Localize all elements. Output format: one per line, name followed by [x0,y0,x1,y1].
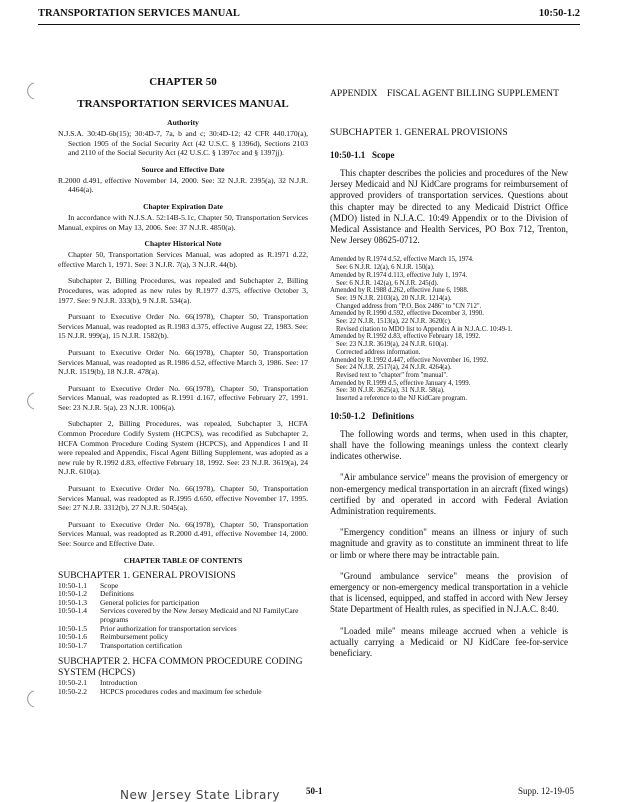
history-paragraph: Pursuant to Executive Order No. 66(1978), Chapter 50, Transportation Services Manual, was readopted as R.1995 d.650, effective November 17, 1995. See: 27 N.J.R. 3312(b), 27 N.J.R. 5045(a). [58,484,308,513]
toc-list-2 [58,679,308,696]
expiration-heading: Chapter Expiration Date [143,201,223,211]
history-line: Amended by R.1974 d.113, effective July 1, 1974. [330,271,468,279]
history-line: Amended by R.1974 d.52, effective March 15, 1974. [330,256,474,264]
subchapter-1-title: SUBCHAPTER 1. GENERAL PROVISIONS [330,127,508,138]
punch-hole-mark [22,690,36,708]
history-paragraph: Subchapter 2, Billing Procedures, was repealed and Subchapter 2, Billing Procedures, was adopted as new rules by R.1977 d.375, effective October 3, 1977. See: 9 N.J.R. 333(b), 9 N.J.R. 534(a). [58,276,308,305]
toc-subchapter-2: SUBCHAPTER 2. HCFA COMMON PROCEDURE CODING SYSTEM (HCPCS) [58,656,303,679]
history-line: See: 19 N.J.R. 2103(a), 20 N.J.R. 1214(a). [336,294,452,302]
history-line: Corrected address information. [336,348,421,356]
section-scope-text: This chapter describes the policies and procedures of the New Jersey Medicaid and NJ KidCare programs for reimbursement of approved providers of transportation services. Questions about this chapter may be directed to any Medicaid District Office (MDO) listed in N.J.A.C. 10:49 Appendix or to the Division of Medical Assistance and Health Services, PO Box 712, Trenton, New Jersey 08625-0712. [330,168,568,246]
history-paragraph: Pursuant to Executive Order No. 66(1978), Chapter 50, Transportation Services Manual, was readopted as R.1983 d.375, effective August 22, 1983. See: 15 N.J.R. 999(a), 15 N.J.R. 1582(b). [58,312,308,341]
toc-item: 10:50-1.2 Definitions [58,589,134,599]
history-line: Changed address from "P.O. Box 2486" to "CN 712". [336,302,482,310]
punch-hole-mark [22,82,36,100]
history-line: Amended by R.1992 d.447, effective November 16, 1992. [330,356,489,364]
authority-text: N.J.S.A. 30:4D-6b(15); 30:4D-7, 7a, b and c; 30:4D-12; 42 CFR 440.170(a), Section 1905 of the Social Security Act (42 U.S.C. § 1396d), Sections 2103 and 2110 of the Social Security Act (42 U.S.C. § 1397cc and § 1397jj). [58,129,308,158]
history-line: See: 6 N.J.R. 142(a), 6 N.J.R. 245(d). [336,279,439,287]
punch-hole-mark [22,392,36,410]
chapter-title: TRANSPORTATION SERVICES MANUAL [77,98,289,110]
expiration-text: In accordance with N.J.S.A. 52:14B-5.1c, Chapter 50, Transportation Services Manual, expires on May 13, 2006. See: 37 N.J.R. 4850(a). [58,212,308,232]
history-line: Revised text to "chapter" from "manual". [336,371,448,379]
source-text: R.2000 d.491, effective November 14, 2000. See: 32 N.J.R. 2395(a), 32 N.J.R. 4464(a). [58,175,308,195]
appendix-title: APPENDIX FISCAL AGENT BILLING SUPPLEMENT [330,88,559,99]
history-heading: Chapter Historical Note [144,239,222,249]
history-line: Revised citation to MDO list to Appendix A in N.J.A.C. 10:49-1. [336,325,513,333]
definition-paragraph: "Emergency condition" means an illness or injury of such magnitude and gravity as to constitute an imminent threat to life or limb or where there may be intractable pain. [330,527,568,560]
history-line: Amended by R.1988 d.262, effective June 6, 1988. [330,287,469,295]
source-heading: Source and Effective Date [141,164,225,174]
right-column [330,88,568,669]
left-column [58,76,308,697]
definition-paragraph: The following words and terms, when used in this chapter, shall have the following meanings unless the context clearly indicates otherwise. [330,428,568,462]
toc-list-1 [58,582,308,651]
toc-item: 10:50-1.5 Prior authorization for transportation services [58,623,237,633]
definition-paragraph: "Ground ambulance service" means the provision of emergency or non-emergency medical transportation in a vehicle that is licensed, equipped, and staffed in accord with New Jersey State Department of Health rules, as specified in N.J.A.C. 8:40. [330,570,568,615]
supplement-date: Supp. 12-19-05 [518,786,574,796]
section-scope-title: 10:50-1.1 Scope [330,150,395,160]
toc-item: 10:50-1.6 Reimbursement policy [58,632,169,642]
history-line: See: 22 N.J.R. 1513(a), 22 N.J.R. 3620(c). [336,318,452,326]
header-title: TRANSPORTATION SERVICES MANUAL [38,8,240,19]
history-paragraph: Subchapter 2, Billing Procedures, was repealed, Subchapter 3, HCFA Common Procedure Codify System (HCPCS), was recodified as Subchapter 2, HCFA Common Procedure Coding System (HCPCS), and Appendices I and II were repealed and Appendix, Fiscal Agent Billing Supplement, was adopted as a new rule by R.1992 d.83, effective February 18, 1992. See: 23 N.J.R. 3619(a), 24 N.J.R. 610(a). [58,419,308,477]
toc-heading: CHAPTER TABLE OF CONTENTS [123,555,243,565]
history-paragraph: Chapter 50, Transportation Services Manual, was adopted as R.1971 d.22, effective March 1, 1971. See: 3 N.J.R. 7(a), 3 N.J.R. 44(b). [58,250,308,269]
history-line: Inserted a reference to the NJ KidCare program. [336,395,467,403]
history-paragraph: Pursuant to Executive Order No. 66(1978), Chapter 50, Transportation Services Manual, was readopted as R.2000 d.491, effective November 14, 2000. See: Source and Effective Date. [58,519,308,548]
scope-history-notes [330,256,568,402]
toc-item: 10:50-2.2 HCPCS procedures codes and maximum fee schedule [58,686,262,696]
history-line: Amended by R.1992 d.83, effective February 18, 1992. [330,333,481,341]
library-stamp: New Jersey State Library [120,788,280,802]
history-line: See: 24 N.J.R. 2517(a), 24 N.J.R. 4264(a). [336,364,452,372]
authority-heading: Authority [167,118,199,127]
chapter-number: CHAPTER 50 [149,76,217,88]
history-line: Amended by R.1999 d.5, effective January 4, 1999. [330,379,471,387]
history-line: See: 23 N.J.R. 3619(a), 24 N.J.R. 610(a). [336,341,449,349]
history-paragraph: Pursuant to Executive Order No. 66(1978), Chapter 50, Transportation Services Manual, was readopted as R.1991 d.167, effective February 27, 1991. See: 23 N.J.R. 5(a), 23 N.J.R. 1006(a). [58,383,308,412]
history-paragraph: Pursuant to Executive Order No. 66(1978), Chapter 50, Transportation Services Manual, was readopted as R.1986 d.52, effective March 3, 1986. See: 17 N.J.R. 1519(b), 18 N.J.R. 478(a). [58,347,308,377]
toc-item: 10:50-2.1 Introduction [58,678,138,688]
toc-item: 10:50-1.3 General policies for participation [58,597,200,607]
header-page-ref: 10:50-1.2 [538,8,580,19]
toc-item: 10:50-1.7 Transportation certification [58,640,182,650]
toc-item: 10:50-1.4 Services covered by the New Jersey Medicaid and NJ FamilyCare programs [58,606,299,624]
page-number: 50-1 [306,786,323,796]
definition-paragraph: "Air ambulance service" means the provision of emergency or non-emergency medical transportation in an aircraft (fixed wings) certified by and operated in accord with Federal Aviation Administration requirements. [330,472,568,516]
history-line: See: 30 N.J.R. 3625(a), 31 N.J.R. 58(a). [336,387,445,395]
section-definitions-title: 10:50-1.2 Definitions [330,410,414,421]
running-header [38,8,580,25]
history-line: See: 6 N.J.R. 12(a), 6 N.J.R. 150(a). [336,264,435,272]
definition-paragraph: "Loaded mile" means mileage accrued when a vehicle is actually carrying a Medicaid or NJ KidCare fee-for-service beneficiary. [330,625,568,659]
toc-subchapter-1: SUBCHAPTER 1. GENERAL PROVISIONS [58,569,236,581]
history-line: Amended by R.1990 d.592, effective December 3, 1990. [330,310,484,318]
toc-item: 10:50-1.1 Scope [58,580,119,590]
